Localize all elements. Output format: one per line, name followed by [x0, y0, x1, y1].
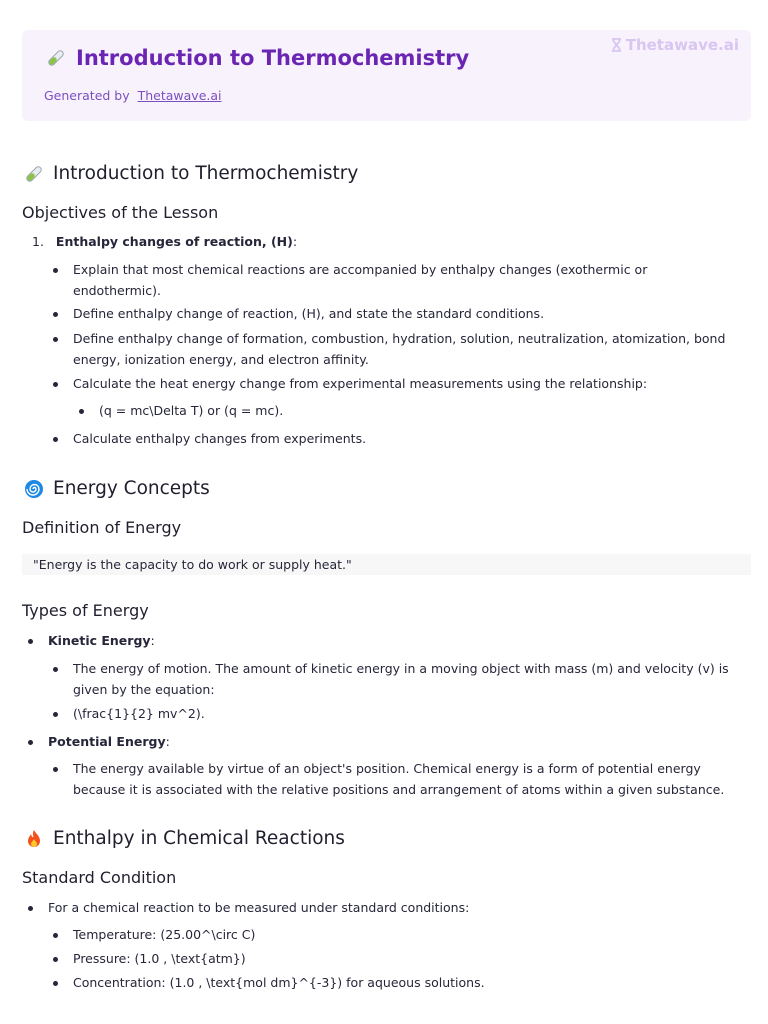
numbered-item-suffix: :: [292, 234, 298, 249]
header-title-row: [46, 46, 469, 70]
subheading-standard-condition: Standard Condition: [22, 868, 177, 887]
bullet-dot: [53, 382, 58, 387]
kinetic-energy-suffix: :: [150, 633, 155, 648]
bullet-dot: [53, 981, 58, 986]
section-heading-enthalpy: [24, 828, 345, 849]
potential-energy-label: Potential Energy: [48, 734, 166, 749]
list-item-continuation: because it is associated with the relative positions and arrangement of atoms within a given substance.: [73, 782, 725, 797]
generated-by-link[interactable]: Thetawave.ai: [137, 88, 222, 103]
list-item-continuation: energy, ionization energy, and electron affinity.: [73, 352, 369, 367]
fire-icon: [24, 829, 44, 849]
bullet-dot: [28, 906, 33, 911]
watermark-text: Thetawave.ai: [625, 36, 739, 54]
generated-by-label: Generated by: [44, 88, 130, 103]
section-heading-text: Enthalpy in Chemical Reactions: [53, 828, 345, 849]
generated-by: [44, 88, 222, 103]
numbered-item-bold: Enthalpy changes of reaction, (H): [55, 234, 293, 249]
section-heading-text: Introduction to Thermochemistry: [53, 163, 359, 184]
list-item: The energy of motion. The amount of kinetic energy in a moving object with mass (m) and velocity (v) is: [73, 661, 729, 676]
list-number: 1.: [32, 234, 44, 249]
bullet-dot: [79, 409, 84, 414]
potential-energy-item: [48, 731, 170, 752]
list-item: The energy available by virtue of an object's position. Chemical energy is a form of potential energy: [73, 761, 701, 776]
potential-energy-suffix: :: [165, 734, 170, 749]
watermark: [610, 36, 739, 54]
subheading-objectives: Objectives of the Lesson: [22, 203, 219, 222]
bullet-dot: [28, 740, 33, 745]
list-item: For a chemical reaction to be measured under standard conditions:: [48, 900, 470, 915]
energy-definition-quote: "Energy is the capacity to do work or supply heat.": [22, 554, 751, 575]
list-item: Define enthalpy change of formation, combustion, hydration, solution, neutralization, atomization, bond: [73, 331, 726, 346]
list-item: (\frac{1}{2} mv^2).: [73, 706, 205, 721]
test-tube-icon: [24, 164, 44, 184]
condition-item: Pressure: (1.0 , \text{atm}): [73, 951, 246, 966]
bullet-dot: [53, 933, 58, 938]
list-item-continuation: given by the equation:: [73, 682, 215, 697]
list-item: Calculate enthalpy changes from experiments.: [73, 431, 367, 446]
bullet-dot: [53, 437, 58, 442]
bullet-dot: [53, 667, 58, 672]
list-item: Calculate the heat energy change from experimental measurements using the relationship:: [73, 376, 648, 391]
bullet-dot: [53, 767, 58, 772]
kinetic-energy-item: [48, 630, 155, 651]
bullet-dot: [53, 337, 58, 342]
cyclone-icon: [24, 479, 44, 499]
bullet-dot: [53, 957, 58, 962]
nested-list-item: (q = mc\Delta T) or (q = mc).: [99, 403, 284, 418]
document-header: [22, 30, 751, 121]
section-heading-energy: [24, 478, 210, 499]
bullet-dot: [28, 639, 33, 644]
condition-item: Temperature: (25.00^\circ C): [73, 927, 256, 942]
numbered-item: [32, 231, 297, 252]
subheading-definition: Definition of Energy: [22, 518, 182, 537]
test-tube-icon: [46, 48, 66, 68]
list-item-continuation: endothermic).: [73, 283, 162, 298]
section-heading-text: Energy Concepts: [53, 478, 210, 499]
list-item: Define enthalpy change of reaction, (H), and state the standard conditions.: [73, 306, 545, 321]
kinetic-energy-label: Kinetic Energy: [48, 633, 151, 648]
bullet-dot: [53, 712, 58, 717]
bullet-dot: [53, 312, 58, 317]
page-title: Introduction to Thermochemistry: [76, 46, 470, 70]
hourglass-icon: [610, 38, 623, 52]
condition-item: Concentration: (1.0 , \text{mol dm}^{-3}) for aqueous solutions.: [73, 975, 485, 990]
list-item: Explain that most chemical reactions are accompanied by enthalpy changes (exothermic or: [73, 262, 648, 277]
subheading-types: Types of Energy: [22, 601, 149, 620]
section-heading-intro: [24, 163, 358, 184]
bullet-dot: [53, 268, 58, 273]
